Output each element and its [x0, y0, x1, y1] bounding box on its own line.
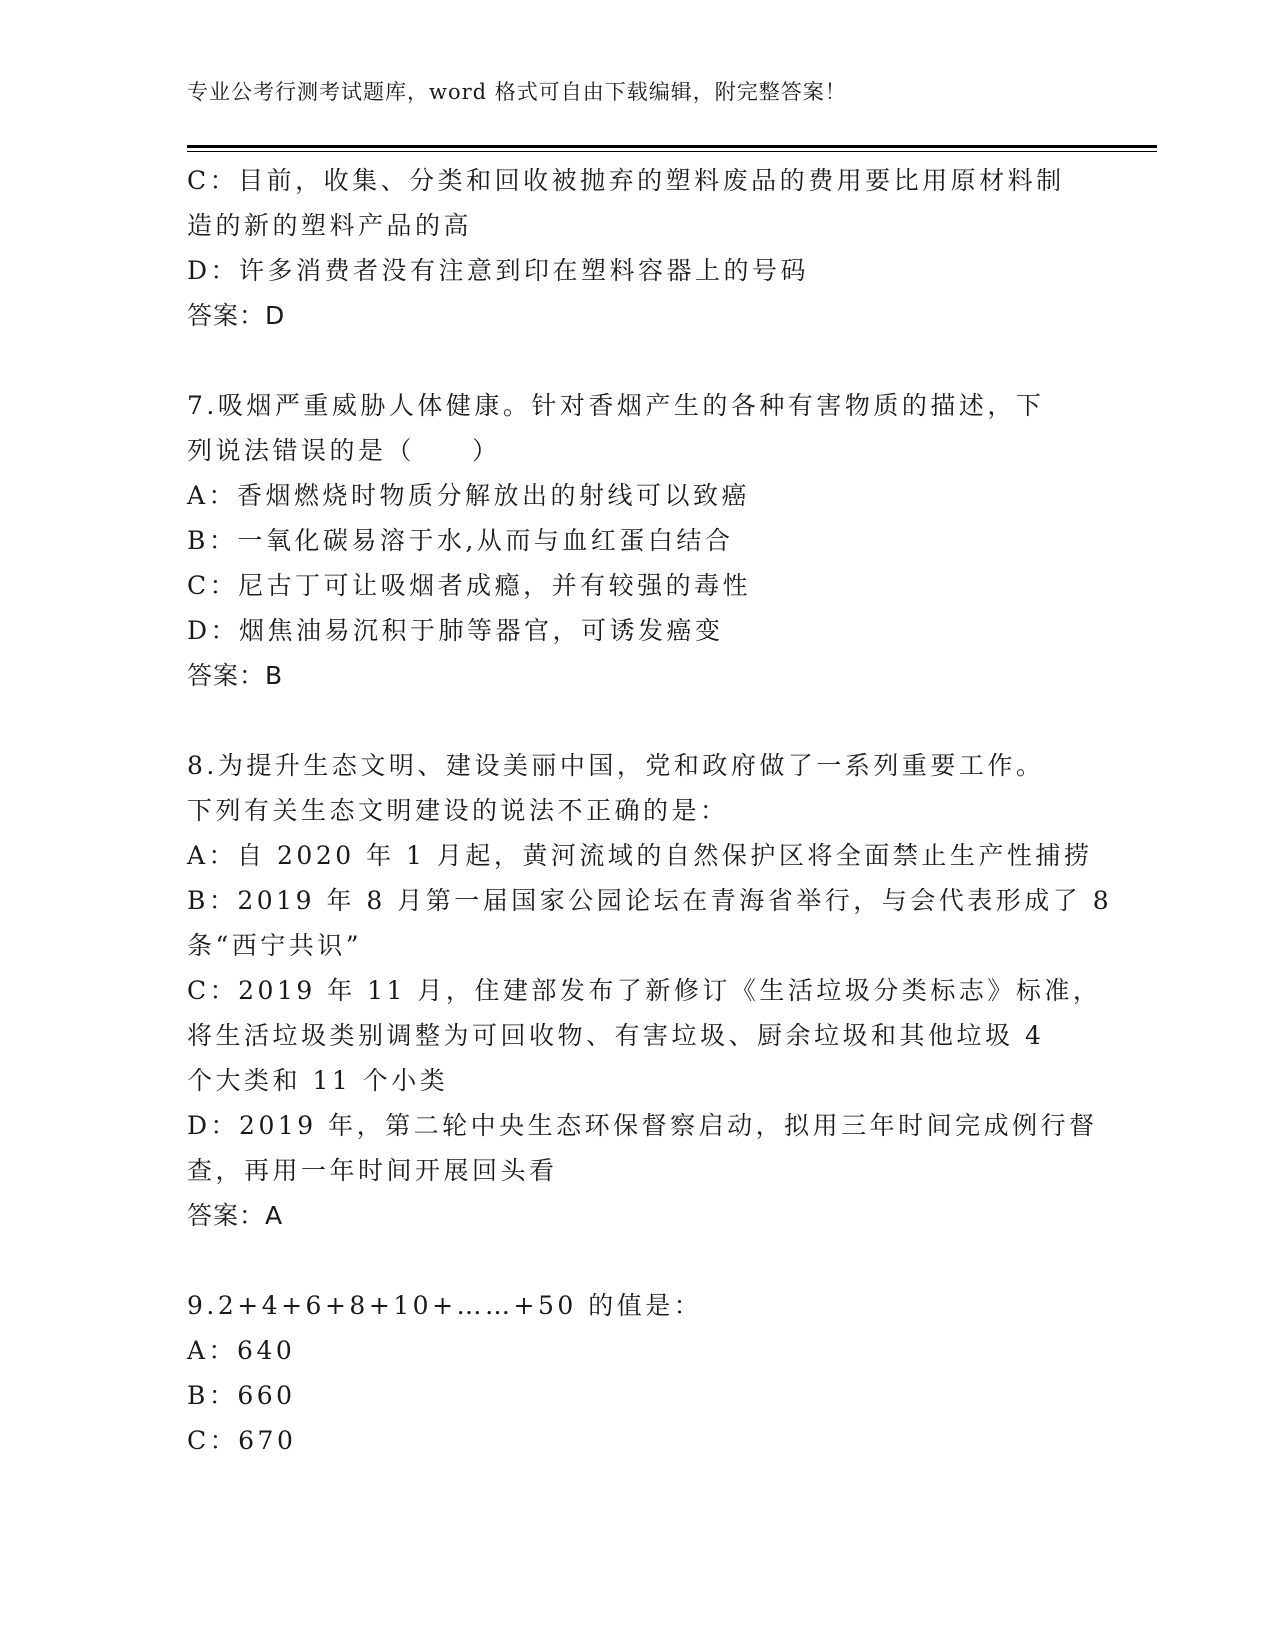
question-9 — [187, 1283, 1087, 1463]
question-8 — [187, 743, 1113, 1238]
q6-option-c-cont: 造的新的塑料产品的高 — [187, 211, 473, 240]
q6-option-c: C：目前，收集、分类和回收被抛弃的塑料废品的费用要比用原材料制 — [187, 166, 1065, 195]
header-rule-thin — [187, 151, 1157, 152]
q8-stem: 8.为提升生态文明、建设美丽中国，党和政府做了一系列重要工作。 — [187, 751, 1045, 780]
q9-stem: 9.2+4+6+8+10+……+50 的值是： — [187, 1291, 703, 1320]
q7-option-b: B：一氧化碳易溶于水,从而与血红蛋白结合 — [187, 526, 734, 555]
q6-answer: 答案：D — [187, 301, 286, 330]
q7-stem-cont: 列说法错误的是（ ） — [187, 436, 501, 465]
question-7 — [187, 383, 1087, 698]
q8-option-c-cont2: 个大类和 11 个小类 — [187, 1066, 449, 1095]
q8-option-a: A：自 2020 年 1 月起，黄河流域的自然保护区将全面禁止生产性捕捞 — [187, 841, 1093, 870]
spacer — [187, 1238, 1087, 1283]
spacer — [187, 338, 1087, 383]
q7-option-c: C：尼古丁可让吸烟者成瘾，并有较强的毒性 — [187, 571, 752, 600]
q8-answer: 答案：A — [187, 1201, 284, 1230]
q8-option-b: B：2019 年 8 月第一届国家公园论坛在青海省举行，与会代表形成了 8 — [187, 886, 1113, 915]
q7-option-a: A：香烟燃烧时物质分解放出的射线可以致癌 — [187, 481, 751, 510]
q9-option-a: A：640 — [187, 1336, 296, 1365]
q8-stem-cont: 下列有关生态文明建设的说法不正确的是： — [187, 796, 729, 825]
q8-option-c-cont: 将生活垃圾类别调整为可回收物、有害垃圾、厨余垃圾和其他垃圾 4 — [187, 1021, 1045, 1050]
q6-option-d: D：许多消费者没有注意到印在塑料容器上的号码 — [187, 256, 810, 285]
q8-option-d: D：2019 年，第二轮中央生态环保督察启动，拟用三年时间完成例行督 — [187, 1111, 1098, 1140]
question-6-tail — [187, 158, 1087, 338]
page-header: 专业公考行测考试题库，word 格式可自由下载编辑，附完整答案！ — [187, 80, 847, 104]
q7-stem: 7.吸烟严重威胁人体健康。针对香烟产生的各种有害物质的描述，下 — [187, 391, 1045, 420]
q7-option-d: D：烟焦油易沉积于肺等器官，可诱发癌变 — [187, 616, 724, 645]
q9-option-c: C：670 — [187, 1426, 297, 1455]
q8-option-b-cont: 条“西宁共识” — [187, 931, 363, 960]
spacer — [187, 698, 1087, 743]
q9-option-b: B：660 — [187, 1381, 296, 1410]
q7-answer: 答案：B — [187, 661, 284, 690]
document-body — [187, 158, 1113, 1463]
header-rule-thick — [187, 145, 1157, 148]
q8-option-d-cont: 查，再用一年时间开展回头看 — [187, 1156, 558, 1185]
q8-option-c: C：2019 年 11 月，住建部发布了新修订《生活垃圾分类标志》标准， — [187, 976, 1102, 1005]
